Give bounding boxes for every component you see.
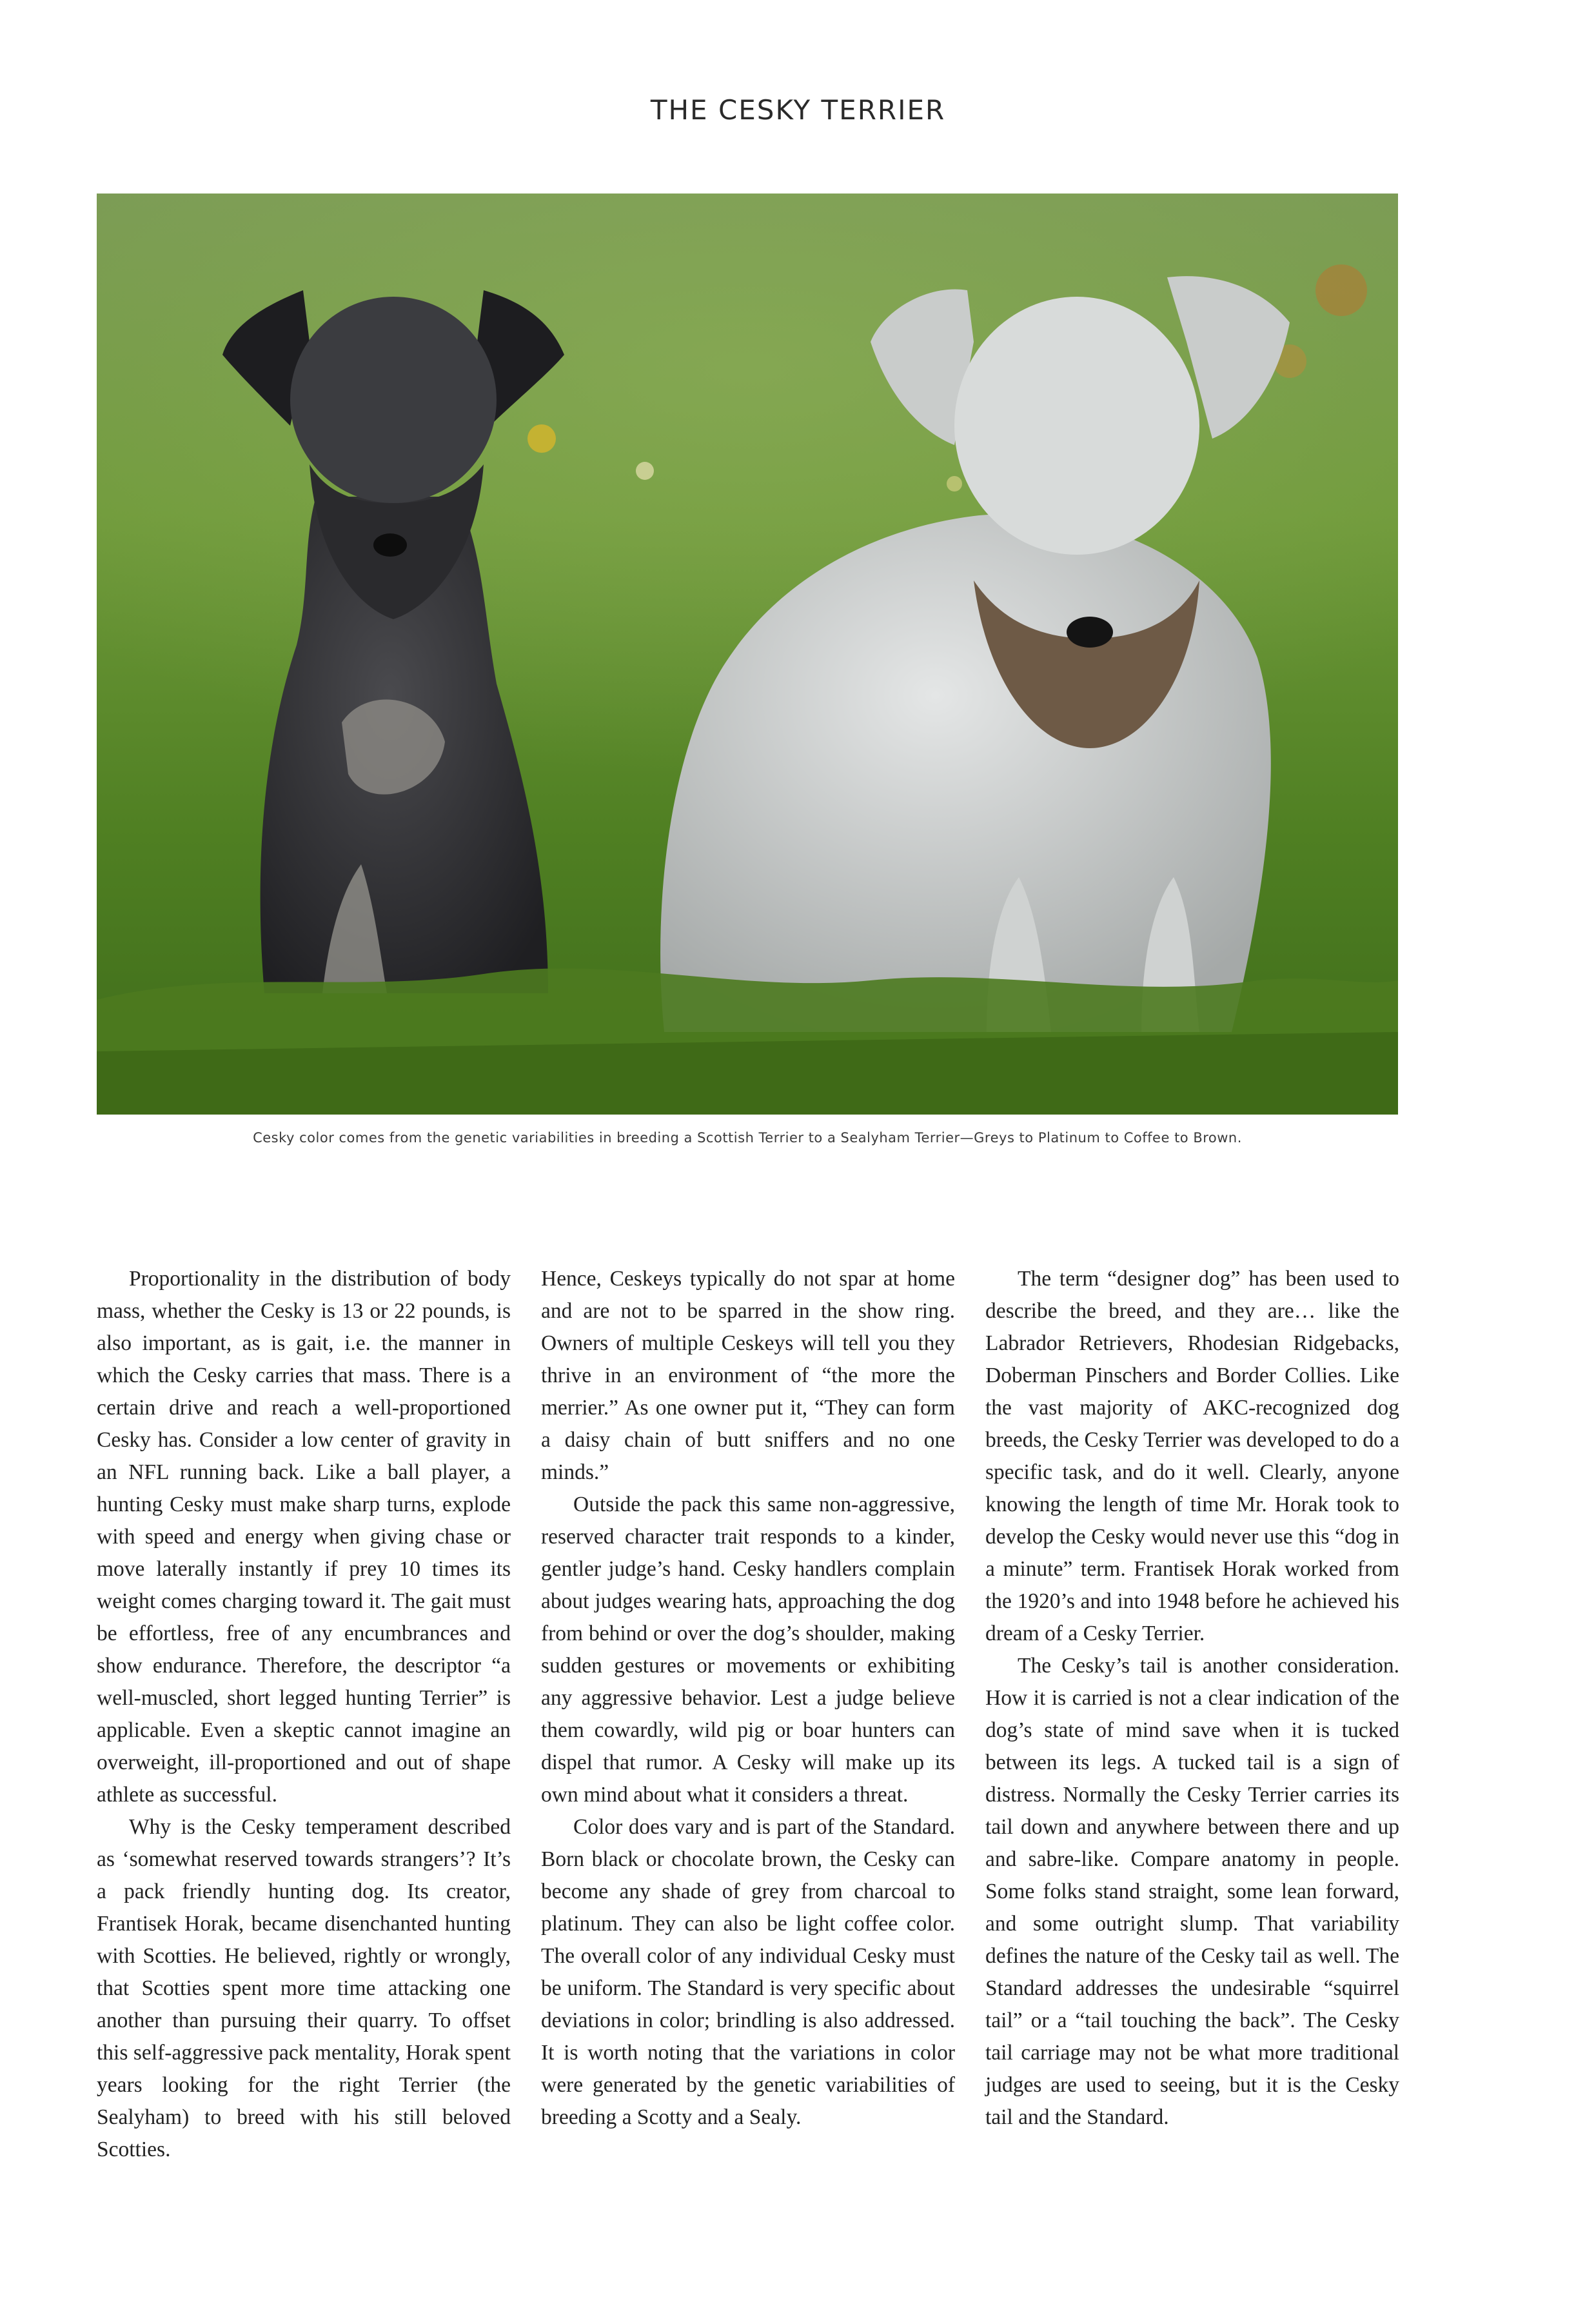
- paragraph: Outside the pack this same non-aggressive, reserved character trait responds to a kinder, gentler judge’s hand. Cesky handlers complain about judges wearing hats, approaching the dog from behind or over the dog’s shoulder, making sudden gestures or movements or exhibiting any aggressive behavior. Lest a judge believe them cowardly, wild pig or boar hunters can dispel that rumor. A Cesky will make up its own mind about what it considers a threat.: [541, 1493, 955, 1807]
- paragraph: Proportionality in the distribution of body mass, whether the Cesky is 13 or 22 pounds, is also important, as is gait, i.e. the manner in which the Cesky carries that mass. There is a certain drive and reach a well-proportioned Cesky has. Consider a low center of gravity in an NFL running back. Like a ball player, a hunting Cesky must make sharp turns, explode with speed and energy when giving chase or move laterally instantly if prey 10 times its weight comes charging toward it. The gait must be effortless, free of any encumbrances and show endurance. Therefore, the descriptor “a well-muscled, short legged hunting Terrier” is applicable. Even a skeptic cannot imagine an overweight, ill-proportioned and out of shape athlete as successful.: [97, 1267, 511, 1807]
- photo-caption: Cesky color comes from the genetic variabilities in breeding a Scottish Terrier to a Sealyham Terrier—Greys to Platinum to Coffee to Brown.: [253, 1130, 1242, 1146]
- paragraph: Color does vary and is part of the Standard. Born black or chocolate brown, the Cesky can become any shade of grey from charcoal to platinum. They can also be light coffee color. The overall color of any individual Cesky must be uniform. The Standard is very specific about deviations in color; brindling is also addressed. It is worth noting that the variations in color were generated by the genetic variabilities of breeding a Scotty and a Sealy.: [541, 1815, 955, 2129]
- paragraph: Hence, Ceskeys typically do not spar at home and are not to be sparred in the show ring. Owners of multiple Ceskeys will tell you they thrive in an environment of “the more the merrier.” As one owner put it, “They can form a daisy chain of butt sniffers and no one minds.”: [541, 1267, 955, 1484]
- dogs-photo: [97, 194, 1398, 1115]
- paragraph: The Cesky’s tail is another consideration. How it is carried is not a clear indication of the dog’s state of mind save when it is tucked between its legs. A tucked tail is a sign of distress. Normally the Cesky Terrier carries its tail down and anywhere between there and up and sabre-like. Compare anatomy in people. Some folks stand straight, some lean forward, and some outright slump. That variability defines the nature of the Cesky tail as well. The Standard addresses the undesirable “squirrel tail” or a “tail touching the back”. The Cesky tail carriage may not be what more traditional judges are used to seeing, but it is the Cesky tail and the Standard.: [985, 1654, 1399, 2129]
- text-column-3: [985, 1263, 1399, 2211]
- body-text: [97, 1263, 1399, 2211]
- text-column-2: [541, 1263, 955, 2211]
- paragraph: Why is the Cesky temperament described as ‘somewhat reserved towards strangers’? It’s a pack friendly hunting dog. Its creator, Frantisek Horak, became disenchanted hunting with Scotties. He believed, rightly or wrongly, that Scotties spent more time attacking one another than pursuing their quarry. To offset this self-aggressive pack mentality, Horak spent years looking for the right Terrier (the Sealyham) to breed with his still beloved Scotties.: [97, 1815, 511, 2161]
- text-column-1: [97, 1263, 511, 2211]
- running-title: THE CESKY TERRIER: [650, 94, 946, 126]
- paragraph: The term “designer dog” has been used to describe the breed, and they are… like the Labrador Retrievers, Rhodesian Ridgebacks, Doberman Pinschers and Border Collies. Like the vast majority of AKC-recognized dog breeds, the Cesky Terrier was developed to do a specific task, and do it well. Clearly, anyone knowing the length of time Mr. Horak took to develop the Cesky would never use this “dog in a minute” term. Frantisek Horak worked from the 1920’s and into 1948 before he achieved his dream of a Cesky Terrier.: [985, 1267, 1399, 1645]
